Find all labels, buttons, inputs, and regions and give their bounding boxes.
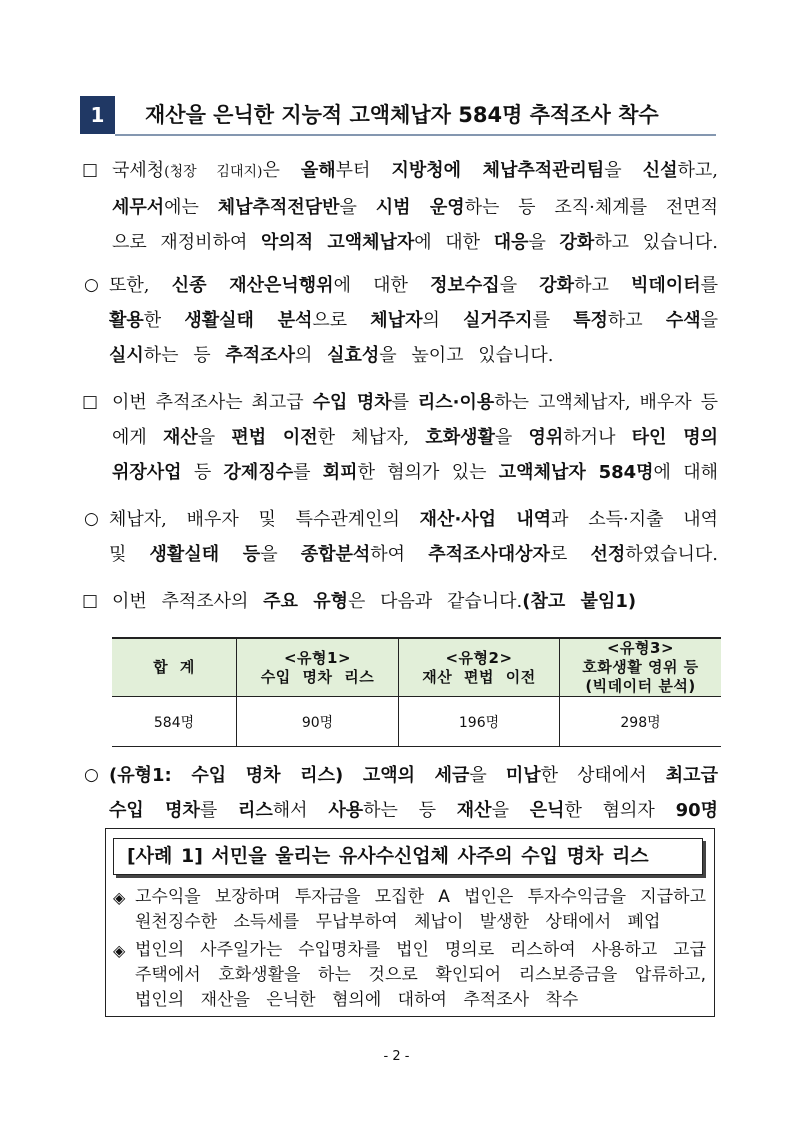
paragraph-line xyxy=(112,584,718,619)
bold-text-run: 생활실태 분석 xyxy=(184,310,313,331)
paragraph-line xyxy=(112,385,718,420)
bold-text-run: 최고급 xyxy=(665,765,718,786)
paragraph-line xyxy=(112,225,718,260)
case-item-line: 법인의 재산을 은닉한 혐의에 대하여 추적조사 착수 xyxy=(135,990,579,1010)
bold-text-run: 악의적 고액체납자 xyxy=(260,232,415,253)
square-bullet: □ xyxy=(82,591,99,611)
paragraph-investigation-targets xyxy=(82,385,718,490)
page-number: - 2 - xyxy=(383,1049,410,1064)
bold-text-run: 실시 xyxy=(109,345,144,366)
cell-type-2: 196명 xyxy=(399,697,560,747)
bold-text-run: 고액의 세금 xyxy=(362,765,470,786)
cell-type-1: 90명 xyxy=(237,697,399,747)
header-line: <유형3> xyxy=(606,639,675,657)
bold-text-run: 종합분석 xyxy=(300,544,371,565)
bold-text-run: 재산 xyxy=(162,427,198,448)
bold-text-run: 활용 xyxy=(109,310,144,331)
case-item-line: 주택에서 호화생활을 하는 것으로 확인되어 리스보증금을 압류하고, xyxy=(135,965,706,985)
paragraph-organization xyxy=(82,153,718,260)
bold-text-run: 빅데이터 xyxy=(631,275,701,296)
bold-text-run: 수색 xyxy=(665,310,701,331)
bold-text-run: 사용 xyxy=(328,800,364,821)
text-run: 을 xyxy=(339,197,376,218)
paragraph-line xyxy=(109,338,718,373)
bold-text-run: 재산 xyxy=(456,800,492,821)
bold-text-run: 90명 xyxy=(675,800,718,821)
bold-text-run: 추적조사대상자 xyxy=(428,544,550,565)
text-run: 를 xyxy=(700,275,718,296)
text-run: 을 xyxy=(528,232,560,253)
paragraph-information-gathering xyxy=(84,268,718,373)
text-run: 를 xyxy=(532,310,574,331)
text-run: 에는 xyxy=(164,197,218,218)
text-run: 을 xyxy=(499,275,540,296)
text-run: 에게 xyxy=(112,427,163,448)
paragraph-line xyxy=(109,303,718,338)
text-run: 하였습니다. xyxy=(625,544,718,565)
text-run: 한 체납자, xyxy=(317,427,426,448)
type-summary-table xyxy=(112,637,721,747)
paragraph-line xyxy=(109,537,718,572)
circle-bullet: ○ xyxy=(84,509,99,529)
paragraph-line xyxy=(112,455,718,490)
case-item-lines xyxy=(135,938,706,1013)
case-item xyxy=(113,938,707,1013)
bold-text-run: 대응 xyxy=(493,232,529,253)
square-bullet: □ xyxy=(82,160,99,180)
text-run: 에 대한 xyxy=(333,275,431,296)
text-run: 에 대한 xyxy=(414,232,494,253)
bold-text-run: 은닉 xyxy=(529,800,565,821)
header-line: (빅데이터 분석) xyxy=(585,677,696,695)
bold-text-run: 회피 xyxy=(322,462,358,483)
paragraph-line xyxy=(112,190,718,225)
text-run: 이번 추적조사는 최고급 xyxy=(112,392,313,413)
text-run: 을 xyxy=(491,800,530,821)
bold-text-run: 영위 xyxy=(528,427,564,448)
header-line: 호화생활 영위 등 xyxy=(582,658,699,676)
bold-text-run: 재산·사업 내역 xyxy=(419,509,552,530)
bold-text-run: 실거주지 xyxy=(463,310,533,331)
header-line: <유형2> xyxy=(445,648,513,667)
text-run: 을 xyxy=(197,427,232,448)
text-run: 을 xyxy=(604,160,643,181)
text-run: 등 xyxy=(181,462,224,483)
bold-text-run: 수입 명차 xyxy=(312,392,392,413)
bold-text-run: (유형1: 수입 명차 리스) xyxy=(109,765,363,786)
paragraph-line xyxy=(109,268,718,303)
text-run: 하는 등 조직·체계를 전면적 xyxy=(464,197,718,218)
text-run: 한 혐의가 있는 xyxy=(357,462,499,483)
small-text-run: (청장 김대지) xyxy=(164,164,263,180)
bold-text-run: 미납 xyxy=(505,765,541,786)
bold-text-run: 강제징수 xyxy=(223,462,294,483)
circle-bullet: ○ xyxy=(84,275,99,295)
paragraph-lines xyxy=(112,385,718,490)
bold-text-run: 강화 xyxy=(539,275,575,296)
case-item-lines xyxy=(135,885,706,935)
bold-text-run: 정보수집 xyxy=(430,275,500,296)
text-run: 을 xyxy=(494,427,529,448)
header-line: 재산 편법 이전 xyxy=(422,667,536,686)
table-row xyxy=(112,697,721,747)
paragraph-selection xyxy=(84,502,718,572)
text-run: 한 혐의자 xyxy=(564,800,676,821)
header-total xyxy=(112,638,237,697)
bold-text-run: 호화생활 xyxy=(425,427,495,448)
case-title: [사례 1] 서민을 울리는 유사수신업체 사주의 수입 명차 리스 xyxy=(113,838,703,875)
paragraph-line xyxy=(112,153,718,190)
text-run: 로 xyxy=(549,544,591,565)
paragraph-lines xyxy=(109,268,718,373)
paragraph-lines xyxy=(109,758,718,828)
case-item xyxy=(113,885,707,935)
text-run: 을 xyxy=(260,544,301,565)
diamond-bullet: ◈ xyxy=(113,941,126,960)
text-run: 으로 재정비하여 xyxy=(112,232,261,253)
paragraph-line xyxy=(109,502,718,537)
text-run: 하는 등 xyxy=(143,345,226,366)
text-run: 해서 xyxy=(272,800,329,821)
header-line: 합 계 xyxy=(153,658,195,676)
bold-text-run: 주요 유형 xyxy=(263,591,348,612)
case-item-line: 법인의 사주일가는 수입명차를 법인 명의로 리스하여 사용하고 고급 xyxy=(135,940,706,960)
paragraph-line xyxy=(112,420,718,455)
text-run: 하여 xyxy=(370,544,429,565)
bold-text-run: 리스 xyxy=(238,800,273,821)
text-run: 국세청 xyxy=(112,160,165,181)
paragraph-lines xyxy=(112,153,718,260)
diamond-bullet: ◈ xyxy=(113,888,126,907)
table-header-row xyxy=(112,638,721,697)
bold-text-run: 체납자 xyxy=(370,310,423,331)
bold-text-run: 특정 xyxy=(573,310,608,331)
section-title-underline xyxy=(115,134,716,136)
paragraph-line xyxy=(109,793,718,828)
bold-text-run: 시범 운영 xyxy=(375,197,465,218)
text-run: 은 다음과 같습니다. xyxy=(348,591,523,612)
header-line: 수입 명차 리스 xyxy=(260,667,375,686)
section-number-badge: 1 xyxy=(80,96,115,134)
header-type-2 xyxy=(399,638,560,697)
square-bullet: □ xyxy=(82,392,99,412)
text-run: 으로 xyxy=(312,310,371,331)
text-run: 과 소득·지출 내역 xyxy=(551,509,718,530)
header-line: <유형1> xyxy=(283,648,352,667)
bold-text-run: 고액체납자 584명 xyxy=(498,462,654,483)
text-run: 을 xyxy=(700,310,719,331)
text-run: 하고 xyxy=(607,310,666,331)
paragraph-lines xyxy=(109,502,718,572)
bold-text-run: 생활실태 등 xyxy=(149,544,261,565)
paragraph-lines xyxy=(112,584,718,619)
text-run: 를 xyxy=(391,392,418,413)
text-run: 체납자, 배우자 및 특수관계인의 xyxy=(109,509,420,530)
case-item-line: 고수익을 보장하며 투자금을 모집한 A 법인은 투자수익금을 지급하고 xyxy=(135,887,706,907)
bold-text-run: 신설 xyxy=(642,160,678,181)
text-run: 하는 고액체납자, 배우자 등 xyxy=(494,392,718,413)
case-item-line: 원천징수한 소득세를 무납부하여 체납이 발생한 상태에서 폐업 xyxy=(135,912,661,932)
bold-text-run: 세무서 xyxy=(112,197,165,218)
bold-text-run: 편법 이전 xyxy=(231,427,318,448)
text-run: 하거나 xyxy=(563,427,632,448)
text-run: 또한, xyxy=(109,275,172,296)
case-example-box xyxy=(105,828,715,1017)
bold-text-run: 실효성 xyxy=(327,345,380,366)
bold-text-run: 추적조사 xyxy=(225,345,295,366)
paragraph-main-types xyxy=(82,584,718,619)
text-run: 이번 추적조사의 xyxy=(112,591,264,612)
paragraph-type-1 xyxy=(84,758,718,828)
text-run: 하고 있습니다. xyxy=(594,232,718,253)
text-run: 부터 xyxy=(335,160,392,181)
header-type-3 xyxy=(560,638,722,697)
cell-type-3: 298명 xyxy=(560,697,722,747)
text-run: 하는 등 xyxy=(363,800,457,821)
text-run: 의 xyxy=(294,345,328,366)
text-run: 한 상태에서 xyxy=(540,765,666,786)
text-run: 하고, xyxy=(677,160,718,181)
bold-text-run: 위장사업 xyxy=(112,462,182,483)
bold-text-run: 선정 xyxy=(590,544,626,565)
text-run: 을 높이고 있습니다. xyxy=(379,345,554,366)
bold-text-run: 강화 xyxy=(559,232,595,253)
bold-text-run: 수입 명차 xyxy=(109,800,200,821)
cell-total: 584명 xyxy=(112,697,237,747)
section-title: 재산을 은닉한 지능적 고액체납자 584명 추적조사 착수 xyxy=(145,103,659,127)
text-run: 을 xyxy=(469,765,506,786)
text-run: 를 xyxy=(293,462,323,483)
text-run: 및 xyxy=(109,544,150,565)
bold-text-run: 올해 xyxy=(300,160,336,181)
circle-bullet: ○ xyxy=(84,765,99,785)
text-run: 은 xyxy=(262,160,301,181)
bold-text-run: 체납추적전담반 xyxy=(217,197,340,218)
text-run: 한 xyxy=(143,310,185,331)
bold-text-run: 지방청에 체납추적관리팀 xyxy=(391,160,605,181)
bold-text-run: 리스·이용 xyxy=(417,392,495,413)
paragraph-line xyxy=(109,758,718,793)
text-run: 를 xyxy=(199,800,239,821)
text-run: 에 대해 xyxy=(653,462,719,483)
text-run: 하고 xyxy=(574,275,632,296)
header-type-1 xyxy=(237,638,399,697)
bold-text-run: 신종 재산은닉행위 xyxy=(171,275,334,296)
bold-text-run: 타인 명의 xyxy=(631,427,718,448)
text-run: 의 xyxy=(422,310,464,331)
bold-text-run: (참고 붙임1) xyxy=(522,591,637,612)
